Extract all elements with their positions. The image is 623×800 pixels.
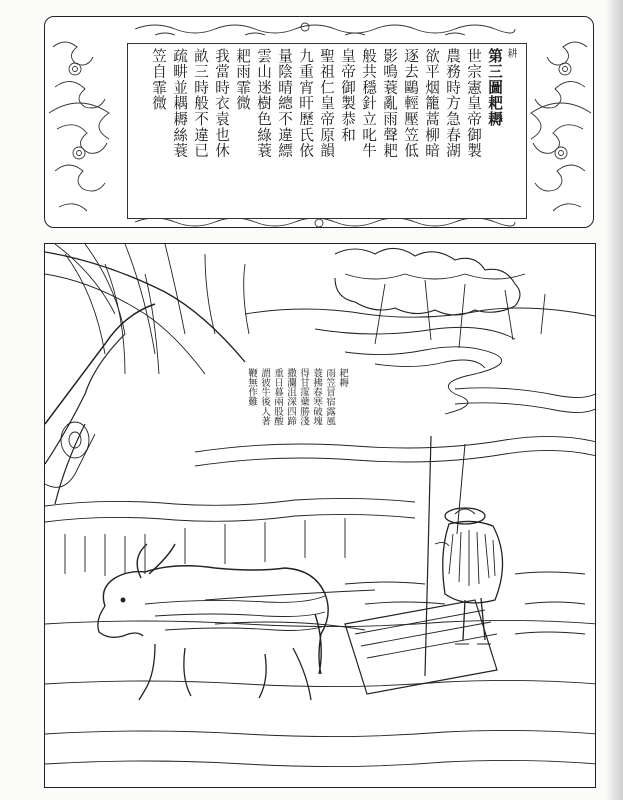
- poem-title: 第三圖耙耨: [486, 48, 503, 127]
- poem-column: 九重宵旰歷氏依: [297, 48, 314, 159]
- inscription-column: 撒瀾沮深四蹄: [285, 368, 296, 426]
- poem-text-box: [127, 43, 527, 219]
- illustration-panel: [44, 243, 596, 788]
- poem-columns: [149, 48, 520, 214]
- inscription-column: 蓑拂春寒破塊: [311, 368, 322, 426]
- inscription-column: 雨笠冒宿露風: [324, 368, 335, 426]
- page-edge-shadow: [605, 0, 623, 800]
- poem-column: 般共穩針立叱牛: [360, 48, 377, 159]
- poem-column: 雲山迷樹色綠蓑: [255, 48, 272, 159]
- poem-column: 量陰晴總不違縹: [276, 48, 293, 159]
- poem-column: 農務時方急春湖: [444, 48, 461, 159]
- poem-column: 欲平烟籠蒿柳暗: [423, 48, 440, 159]
- poem-column: 皇帝御製恭和: [339, 48, 356, 143]
- poem-column: 逐去鷗輕壓笠低: [402, 48, 419, 159]
- poem-column: 笠自霏微: [150, 48, 167, 112]
- inscription-column: 得甘霪蘗勝淺: [298, 368, 309, 426]
- inscription-column: 耙耨: [337, 368, 348, 388]
- poem-column: 影鳴蓑亂雨聲耙: [381, 48, 398, 159]
- poem-column: 我當時衣袁也休: [213, 48, 230, 159]
- inscription-column: 謂彼牛後人著: [259, 368, 270, 426]
- poem-title-label: 耕: [505, 48, 516, 59]
- poem-column: 世宗憲皇帝御製: [465, 48, 482, 159]
- poem-column: 畝三時般不違已: [192, 48, 209, 159]
- poem-column: 耙雨霏微: [234, 48, 251, 112]
- inscription-column: 重日暮兩股酸: [272, 368, 283, 426]
- poem-panel: [44, 16, 594, 228]
- scene-inscription: [245, 368, 348, 426]
- inscription-column: 鞭無作難: [246, 368, 257, 407]
- poem-column: 聖祖仁皇帝原韻: [318, 48, 335, 159]
- harrowing-scene-illustration: [45, 244, 596, 788]
- poem-column: 疏畊並耦耨絲蓑: [171, 48, 188, 159]
